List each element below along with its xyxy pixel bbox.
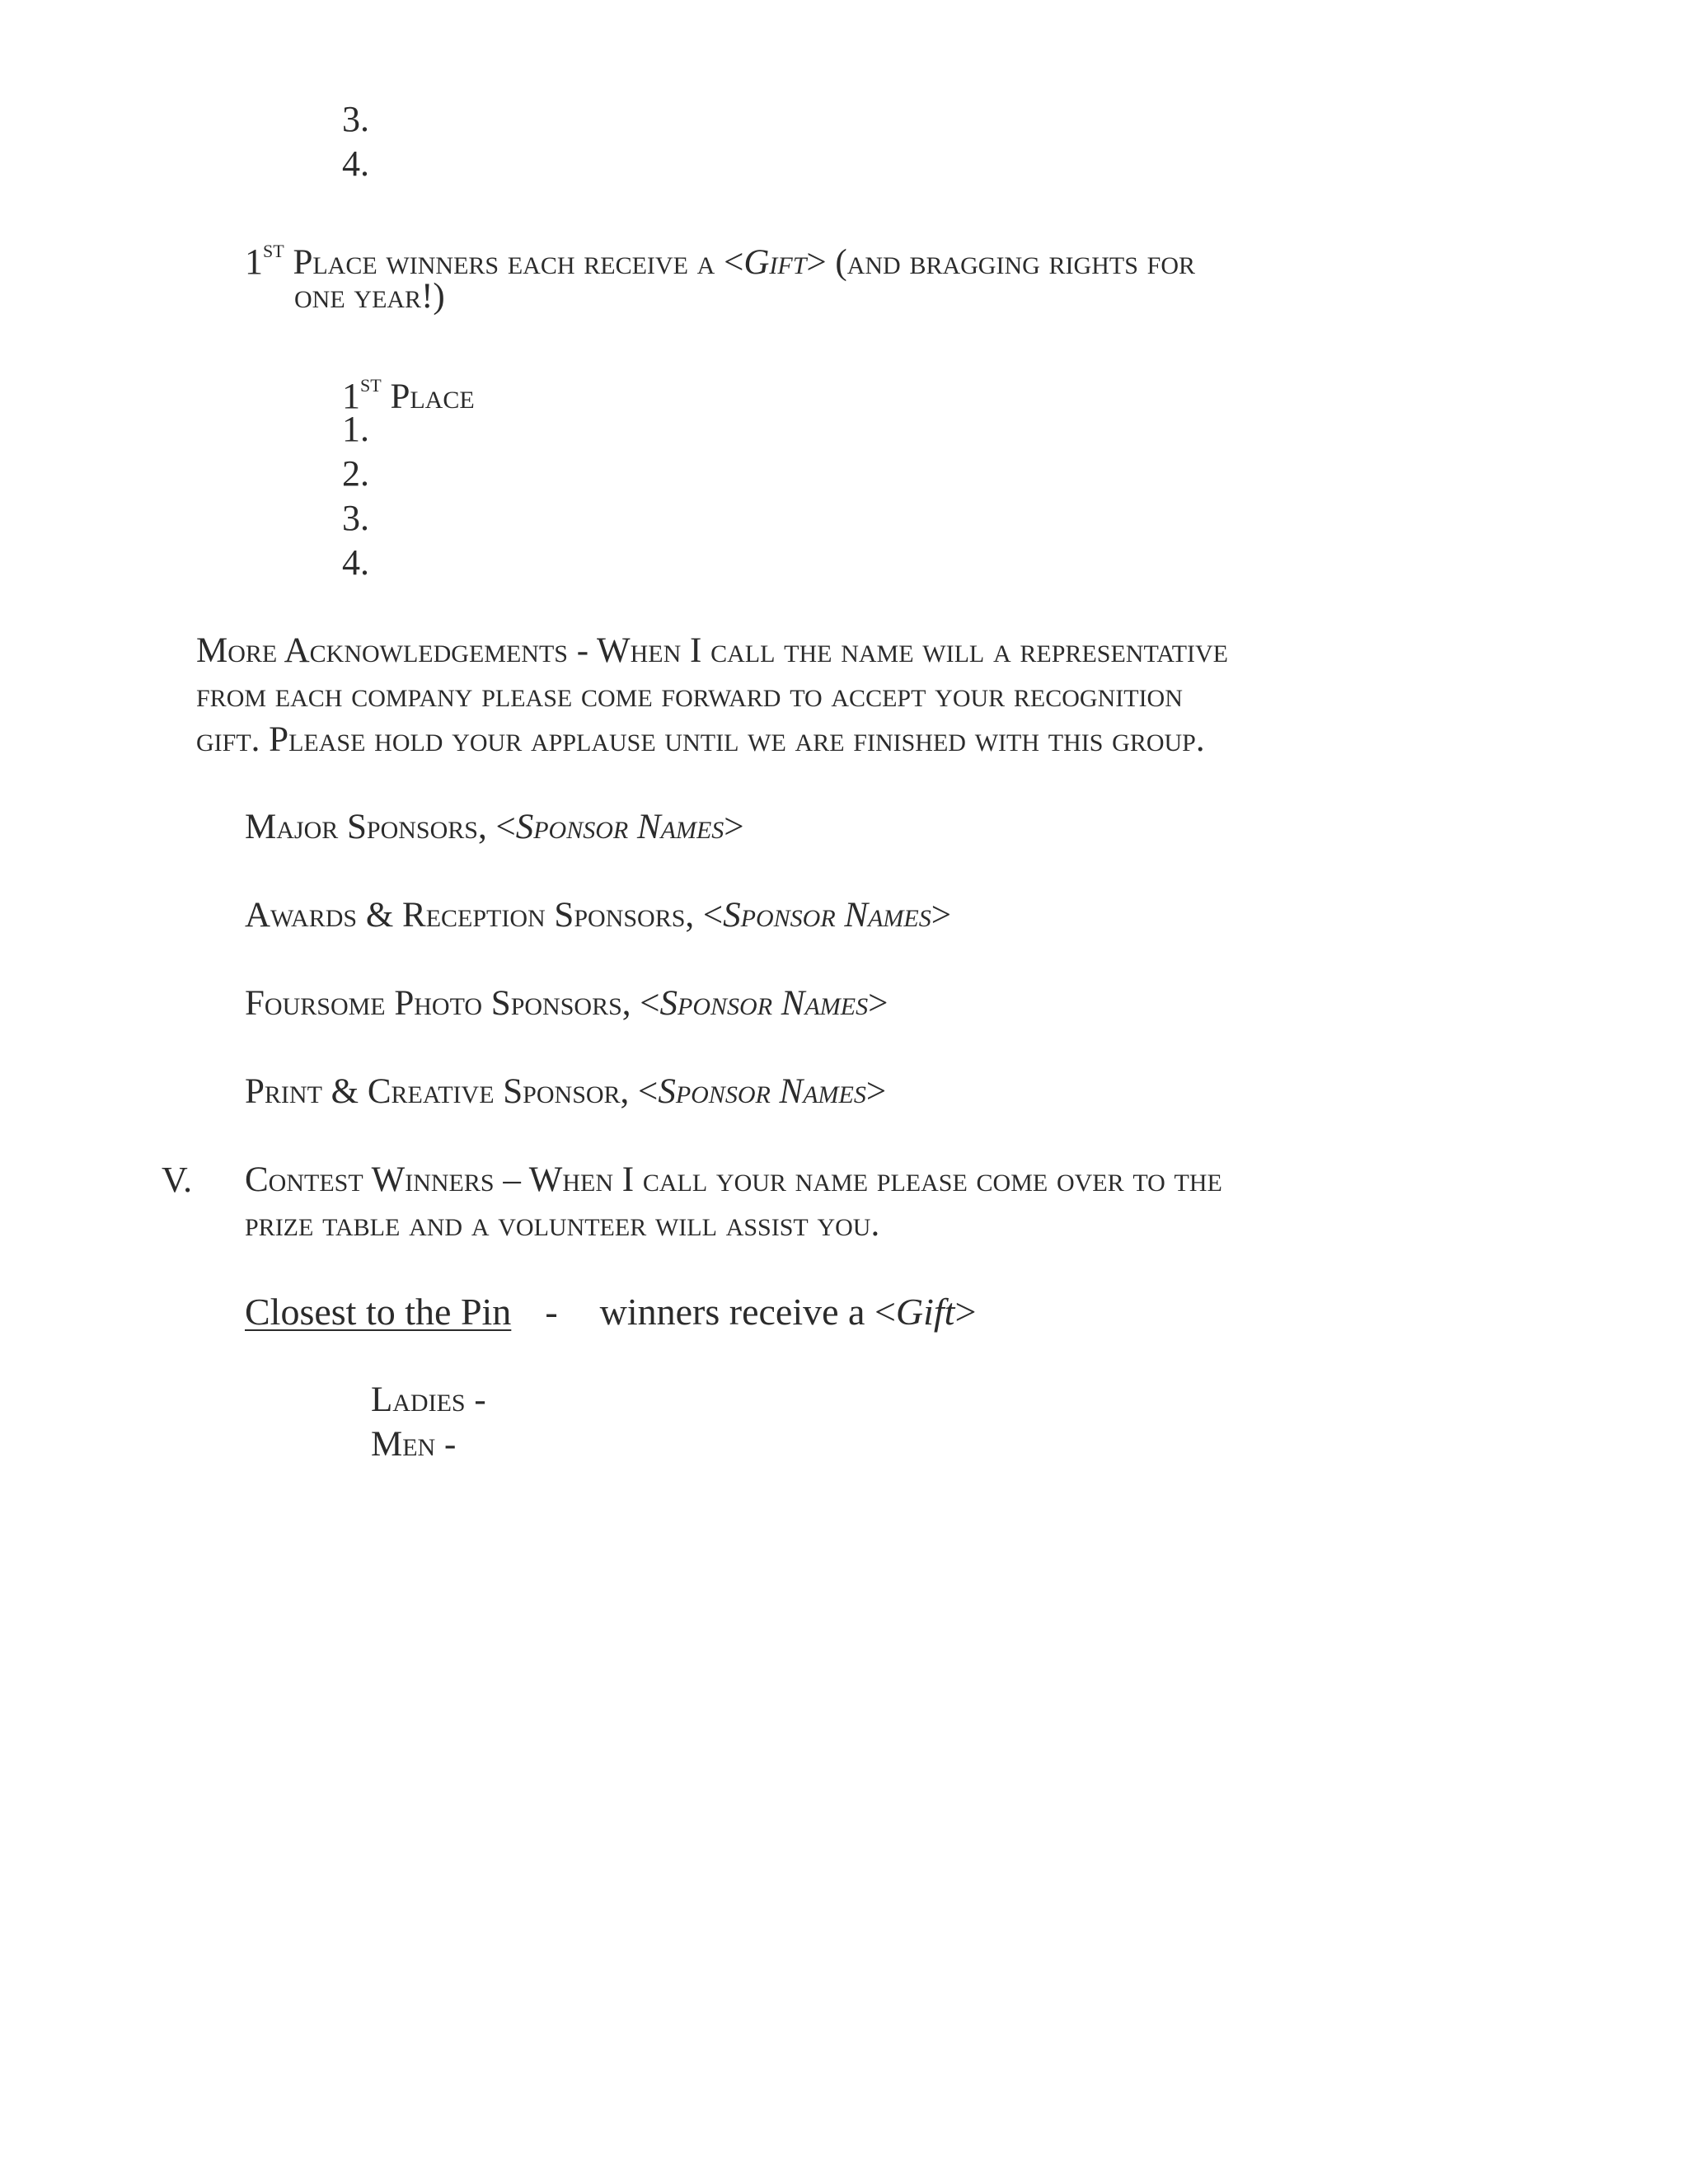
acknowledgements-line2: from each company please come forward to accept your recognition — [196, 676, 1183, 715]
sponsor-line-major: Major Sponsors, <Sponsor Names> — [245, 808, 744, 846]
acknowledgements-line1: More Acknowledgements - When I call the name will a representative — [196, 631, 1229, 670]
list-item-3: 3. — [342, 498, 369, 538]
sponsor-line-foursome: Foursome Photo Sponsors, <Sponsor Names> — [245, 984, 889, 1023]
list-item-4: 4. — [342, 542, 369, 583]
list-item-3: 3. — [342, 99, 369, 139]
sponsor-line-print: Print & Creative Sponsor, <Sponsor Names> — [245, 1072, 887, 1111]
section-numeral: V. — [162, 1160, 193, 1200]
closest-to-pin-title: Closest to the Pin — [245, 1291, 512, 1333]
list-item-1: 1. — [342, 409, 369, 449]
first-place-heading: 1ST Place — [342, 375, 475, 416]
first-place-intro-line2: one year!) — [294, 277, 445, 316]
closest-to-pin-line: Closest to the Pin - winners receive a <Gift> — [245, 1291, 977, 1333]
section-v-line1: Contest Winners – When I call your name please come over to the — [245, 1160, 1222, 1199]
first-place-intro-line1: 1ST Place winners each receive a <Gift> (and bragging rights for — [245, 241, 1195, 282]
list-item-2: 2. — [342, 453, 369, 494]
sponsor-line-awards: Awards & Reception Sponsors, <Sponsor Names> — [245, 896, 951, 935]
acknowledgements-line3: gift. Please hold your applause until we are finished with this group. — [196, 720, 1205, 759]
list-item-4: 4. — [342, 143, 369, 184]
section-v-line2: prize table and a volunteer will assist you. — [245, 1205, 880, 1244]
winners-ladies: Ladies - — [371, 1380, 486, 1419]
winners-men: Men - — [371, 1425, 457, 1464]
